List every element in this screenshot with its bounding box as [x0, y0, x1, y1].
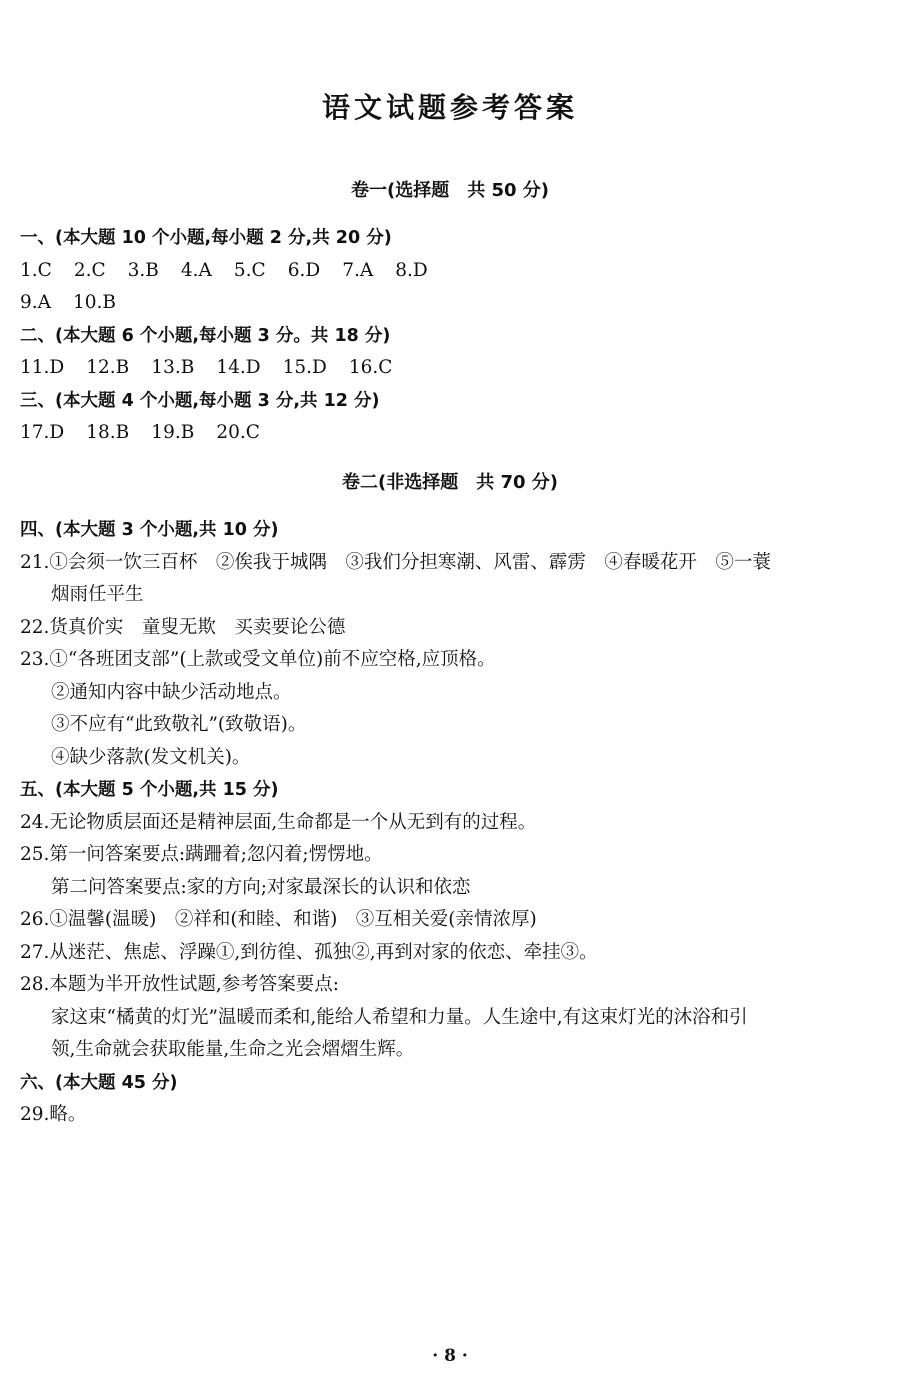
answer-item: 9.A [20, 292, 52, 313]
answer-item: 11.D [20, 357, 65, 378]
part-two-answers [20, 514, 888, 1132]
answer-item: 5.C [233, 259, 266, 281]
answer-q27: 27.从迷茫、焦虑、浮躁①,到彷徨、孤独②,再到对家的依恋、牵挂③。 [20, 941, 598, 963]
answer-item: 6.D [287, 259, 321, 281]
answer-item: 18.B [86, 422, 130, 443]
page-title: 语文试题参考答案 [321, 91, 578, 124]
page-number: · 8 · [432, 1346, 468, 1366]
part-two-title: 卷二(非选择题 共 70 分) [341, 472, 559, 493]
section-two-heading: 二、(本大题 6 个小题,每小题 3 分。共 18 分) [20, 325, 391, 346]
answer-q28-line3: 领,生命就会获取能量,生命之光会熠熠生辉。 [51, 1039, 415, 1060]
answer-item: 4.A [180, 259, 212, 281]
answer-q21-line2: 烟雨任平生 [51, 584, 144, 605]
answer-q21-line1: 21.①会须一饮三百杯 ②俟我于城隅 ③我们分担寒潮、风雷、霹雳 ④春暖花开 ⑤一蓑 [20, 551, 771, 573]
section-one-heading: 一、(本大题 10 个小题,每小题 2 分,共 20 分) [20, 228, 392, 248]
answer-q23-line2: ②通知内容中缺少活动地点。 [51, 681, 292, 703]
answer-item: 8.D [395, 259, 428, 281]
answer-q28-line2: 家这束“橘黄的灯光”温暖而柔和,能给人希望和力量。人生途中,有这束灯光的沐浴和引 [51, 1006, 748, 1028]
section-three-heading: 三、(本大题 4 个小题,每小题 3 分,共 12 分) [20, 390, 380, 411]
answer-item: 20.C [216, 422, 260, 443]
answer-q26: 26.①温馨(温暖) ②祥和(和睦、和谐) ③互相关爱(亲情浓厚) [20, 909, 537, 930]
answer-q28-line1: 28.本题为半开放性试题,参考答案要点: [20, 974, 340, 995]
answer-item: 13.B [151, 357, 195, 378]
answer-row [20, 417, 888, 450]
section-six-heading: 六、(本大题 45 分) [20, 1072, 178, 1093]
answer-item: 19.B [151, 422, 195, 443]
answer-q22: 22.货真价实 童叟无欺 买卖要论公德 [20, 616, 346, 638]
answer-item: 14.D [216, 357, 261, 378]
answer-q24: 24.无论物质层面还是精神层面,生命都是一个从无到有的过程。 [20, 811, 537, 833]
answer-row [20, 255, 888, 288]
answer-item: 10.B [73, 292, 117, 313]
answer-item: 7.A [342, 259, 374, 281]
answer-item: 16.C [348, 357, 393, 378]
answer-q25-line2: 第二问答案要点:家的方向;对家最深长的认识和依恋 [51, 876, 471, 898]
answer-q23-line3: ③不应有“此致敬礼”(致敬语)。 [51, 714, 307, 735]
answer-row [20, 352, 888, 385]
answer-item: 2.C [73, 259, 106, 281]
answer-q23-line1: 23.①“各班团支部”(上款或受文单位)前不应空格,应顶格。 [20, 649, 496, 670]
answer-item: 1.C [20, 259, 52, 281]
answer-item: 15.D [282, 357, 327, 378]
answer-item: 17.D [20, 422, 65, 443]
answer-q23-line4: ④缺少落款(发文机关)。 [51, 746, 251, 768]
section-four-heading: 四、(本大题 3 个小题,共 10 分) [20, 520, 279, 540]
answer-q29: 29.略。 [20, 1104, 87, 1125]
answer-q25-line1: 25.第一问答案要点:蹒跚着;忽闪着;愣愣地。 [20, 844, 383, 865]
part-one-title: 卷一(选择题 共 50 分) [350, 180, 550, 201]
answer-item: 3.B [127, 259, 159, 281]
section-five-heading: 五、(本大题 5 个小题,共 15 分) [20, 780, 279, 800]
answer-item: 12.B [86, 357, 130, 378]
part-one-answers [20, 222, 888, 450]
answer-row [20, 287, 888, 320]
